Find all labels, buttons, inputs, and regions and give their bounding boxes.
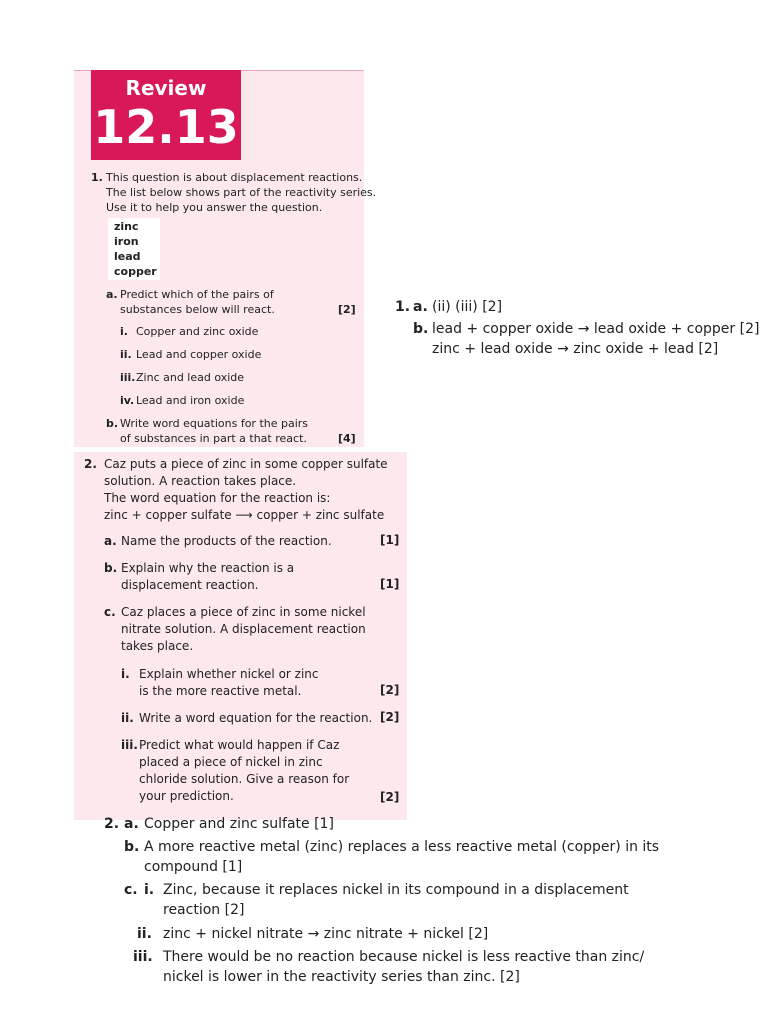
q1a-option-num: ii. <box>120 348 132 361</box>
review-number: 12.13 <box>93 100 239 154</box>
q2cii-label: ii. <box>121 711 134 725</box>
q2ciii-text: your prediction. <box>139 789 234 803</box>
q2b-marks: [1] <box>380 577 400 591</box>
q1a-label: a. <box>106 288 118 301</box>
q2c-text: nitrate solution. A displacement reaction <box>121 622 366 636</box>
review-badge <box>91 70 241 160</box>
q2-intro-line: The word equation for the reaction is: <box>104 491 331 505</box>
q2b-label: b. <box>104 561 118 575</box>
q2ciii-marks: [2] <box>380 790 400 804</box>
q1a-text: Predict which of the pairs of <box>120 288 274 301</box>
q1a-option: Lead and copper oxide <box>136 348 262 361</box>
ans1b-label: b. <box>413 321 429 337</box>
q2b-text: Explain why the reaction is a <box>121 561 295 575</box>
ans2a-text: Copper and zinc sulfate [1] <box>144 816 334 832</box>
q2b-text: displacement reaction. <box>121 578 259 592</box>
ans2b-label: b. <box>124 839 140 855</box>
ans2-number: 2. <box>104 816 120 832</box>
q2-word-equation: zinc + copper sulfate ⟶ copper + zinc sulfate <box>104 508 385 522</box>
metal-item: copper <box>114 265 157 278</box>
q1a-marks: [2] <box>338 303 356 316</box>
ans2ciii-label: iii. <box>133 949 153 965</box>
ans1b-line: lead + copper oxide → lead oxide + copper [2] <box>432 321 760 337</box>
q2-number: 2. <box>84 457 97 471</box>
q2ciii-text: chloride solution. Give a reason for <box>139 772 350 786</box>
ans2cii-text: zinc + nickel nitrate → zinc nitrate + nickel [2] <box>163 926 489 942</box>
q1a-option-num: iv. <box>120 394 135 407</box>
metal-item: lead <box>114 250 141 263</box>
ans2b-text: A more reactive metal (zinc) replaces a less reactive metal (copper) in its <box>144 839 660 855</box>
q2cii-marks: [2] <box>380 710 400 724</box>
q1b-marks: [4] <box>338 432 356 445</box>
q2ciii-text: Predict what would happen if Caz <box>139 738 340 752</box>
q2a-label: a. <box>104 534 117 548</box>
metal-item: iron <box>114 235 139 248</box>
ans2ci-text: Zinc, because it replaces nickel in its compound in a displacement <box>163 882 629 898</box>
q2c-text: Caz places a piece of zinc in some nickel <box>121 605 366 619</box>
ans2cii-label: ii. <box>137 926 152 942</box>
q1b-text: Write word equations for the pairs <box>120 417 309 430</box>
q2ci-text: is the more reactive metal. <box>139 684 302 698</box>
q1b-label: b. <box>106 417 119 430</box>
q1b-text: of substances in part a that react. <box>120 432 307 445</box>
q2ci-text: Explain whether nickel or zinc <box>139 667 319 681</box>
q2a-text: Name the products of the reaction. <box>121 534 332 548</box>
ans1b-line: zinc + lead oxide → zinc oxide + lead [2] <box>432 341 719 357</box>
q2c-label: c. <box>104 605 116 619</box>
ans2ci-text: reaction [2] <box>163 902 245 918</box>
ans1-number: 1. <box>395 299 411 315</box>
q1-number: 1. <box>91 171 103 184</box>
q1a-option: Zinc and lead oxide <box>136 371 245 384</box>
q2ciii-text: placed a piece of nickel in zinc <box>139 755 323 769</box>
q2-intro-line: solution. A reaction takes place. <box>104 474 297 488</box>
reactivity-series-list <box>108 218 160 280</box>
ans1a-text: (ii) (iii) [2] <box>432 299 503 315</box>
q2-intro-line: Caz puts a piece of zinc in some copper sulfate <box>104 457 388 471</box>
ans2ciii-text: There would be no reaction because nickel is less reactive than zinc/ <box>163 949 645 965</box>
q2c-text: takes place. <box>121 639 194 653</box>
review-label: Review <box>125 76 207 100</box>
q1-intro-line: The list below shows part of the reactivity series. <box>106 186 377 199</box>
q1a-option-num: i. <box>120 325 128 338</box>
ans2b-text: compound [1] <box>144 859 243 875</box>
ans2a-label: a. <box>124 816 139 832</box>
q2a-marks: [1] <box>380 533 400 547</box>
ans2ciii-text: nickel is lower in the reactivity series than zinc. [2] <box>163 969 520 985</box>
ans2c-label: c. <box>124 882 138 898</box>
q2ciii-label: iii. <box>121 738 138 752</box>
q1a-option-num: iii. <box>120 371 136 384</box>
q1a-text: substances below will react. <box>120 303 275 316</box>
q1a-option: Copper and zinc oxide <box>136 325 259 338</box>
q2ci-marks: [2] <box>380 683 400 697</box>
q1a-option: Lead and iron oxide <box>136 394 245 407</box>
q1-intro-line: This question is about displacement reactions. <box>106 171 363 184</box>
metal-item: zinc <box>114 220 139 233</box>
ans2ci-label: i. <box>144 882 155 898</box>
ans1a-label: a. <box>413 299 428 315</box>
q2cii-text: Write a word equation for the reaction. <box>139 711 373 725</box>
q2ci-label: i. <box>121 667 130 681</box>
q1-intro-line: Use it to help you answer the question. <box>106 201 323 214</box>
